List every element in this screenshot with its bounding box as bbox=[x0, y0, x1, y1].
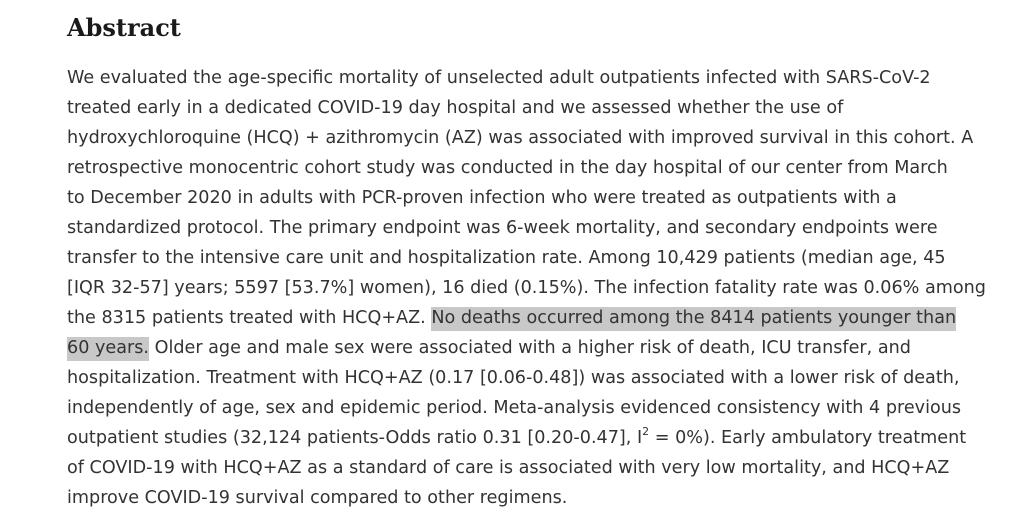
superscript: 2 bbox=[642, 425, 650, 439]
abstract-line: [IQR 32-57] years; 5597 [53.7%] women), 16 died (0.15%). The infection fatality rate was 0.06% among bbox=[67, 278, 986, 298]
abstract-line: hydroxychloroquine (HCQ) + azithromycin (AZ) was associated with improved survival in this cohort. A bbox=[67, 128, 974, 148]
text-run: Older age and male sex were associated with a higher risk of death, ICU transfer, and bbox=[149, 338, 911, 358]
abstract-heading: Abstract bbox=[67, 13, 181, 42]
abstract-line: We evaluated the age-specific mortality of unselected adult outpatients infected with SARS-CoV-2 bbox=[67, 68, 931, 88]
text-run: outpatient studies (32,124 patients-Odds ratio 0.31 [0.20-0.47], I bbox=[67, 428, 643, 448]
highlighted-selection[interactable]: No deaths occurred among the 8414 patients younger than bbox=[431, 307, 956, 331]
abstract-line: transfer to the intensive care unit and hospitalization rate. Among 10,429 patients (median age, 45 bbox=[67, 248, 946, 268]
abstract-section bbox=[67, 0, 997, 513]
abstract-line: standardized protocol. The primary endpoint was 6-week mortality, and secondary endpoints were bbox=[67, 218, 938, 238]
abstract-line: independently of age, sex and epidemic period. Meta-analysis evidenced consistency with 4 previous bbox=[67, 398, 962, 418]
highlighted-selection[interactable]: 60 years. bbox=[67, 337, 149, 361]
abstract-line bbox=[67, 333, 997, 363]
abstract-line: retrospective monocentric cohort study was conducted in the day hospital of our center from March bbox=[67, 158, 948, 178]
abstract-line: treated early in a dedicated COVID-19 day hospital and we assessed whether the use of bbox=[67, 98, 844, 118]
abstract-body bbox=[67, 63, 997, 513]
abstract-line: improve COVID-19 survival compared to other regimens. bbox=[67, 488, 568, 508]
text-run: the 8315 patients treated with HCQ+AZ. bbox=[67, 308, 432, 328]
abstract-line bbox=[67, 303, 997, 333]
abstract-line bbox=[67, 423, 997, 453]
abstract-line: hospitalization. Treatment with HCQ+AZ (0.17 [0.06-0.48]) was associated with a lower risk of death, bbox=[67, 368, 960, 388]
abstract-line: of COVID-19 with HCQ+AZ as a standard of care is associated with very low mortality, and HCQ+AZ bbox=[67, 458, 950, 478]
text-run: = 0%). Early ambulatory treatment bbox=[649, 428, 967, 448]
abstract-line: to December 2020 in adults with PCR-proven infection who were treated as outpatients with a bbox=[67, 188, 897, 208]
